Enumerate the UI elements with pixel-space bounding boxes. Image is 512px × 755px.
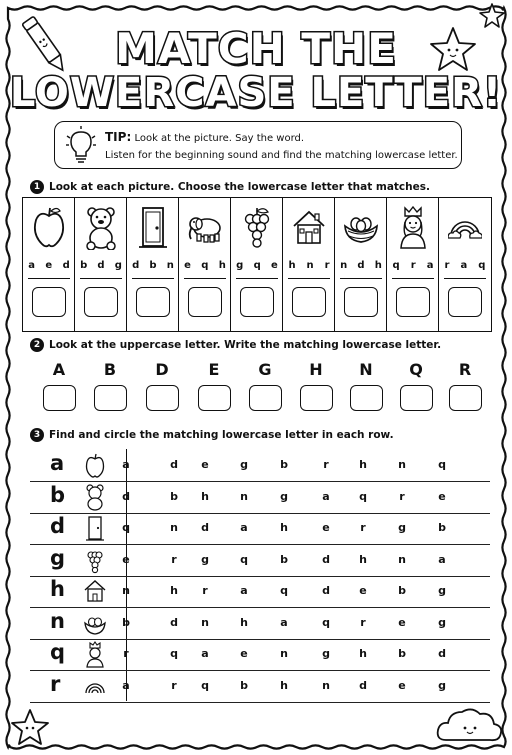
choice-letter[interactable]: q bbox=[322, 615, 330, 629]
answer-box[interactable] bbox=[32, 287, 66, 317]
answer-box[interactable] bbox=[396, 287, 430, 317]
choice-letter[interactable]: d bbox=[322, 584, 330, 597]
circle-row bbox=[30, 449, 490, 482]
section-3-heading bbox=[30, 428, 394, 442]
choice-letter[interactable]: g bbox=[438, 615, 446, 629]
answer-box[interactable] bbox=[240, 287, 274, 317]
uppercase-letter: A bbox=[52, 360, 66, 379]
choice-letter[interactable]: b bbox=[122, 615, 130, 629]
section-3-number: 3 bbox=[30, 428, 44, 442]
choice-letter[interactable]: b bbox=[398, 584, 406, 597]
choice-letter[interactable]: e bbox=[240, 647, 248, 660]
lowercase-answer-box[interactable] bbox=[400, 385, 433, 411]
circle-row bbox=[30, 670, 490, 703]
choice-letter[interactable]: g bbox=[240, 458, 248, 471]
choice-letter[interactable]: r bbox=[171, 678, 177, 692]
tip-line-1 bbox=[105, 130, 304, 144]
choice-letter[interactable]: r bbox=[171, 552, 177, 566]
option-letter[interactable]: a bbox=[426, 260, 434, 271]
circle-row bbox=[30, 607, 490, 640]
choice-letter[interactable]: d bbox=[438, 647, 446, 660]
uppercase-letter: Q bbox=[409, 360, 423, 379]
lowercase-answer-box[interactable] bbox=[198, 385, 231, 411]
choice-letter[interactable]: g bbox=[438, 584, 446, 597]
options-row bbox=[335, 260, 387, 271]
circle-row bbox=[30, 481, 490, 514]
section-3-instruction: Find and circle the matching lowercase letter in each row. bbox=[49, 429, 394, 441]
choice-letter[interactable]: r bbox=[123, 647, 129, 660]
choice-letter[interactable]: n bbox=[170, 521, 178, 534]
tip-label: TIP: bbox=[105, 130, 132, 144]
nest-icon bbox=[344, 206, 378, 250]
choice-letter[interactable]: q bbox=[438, 458, 446, 471]
rainbow-icon bbox=[84, 673, 106, 700]
uppercase-letter: R bbox=[458, 360, 472, 379]
choice-letter[interactable]: d bbox=[359, 678, 367, 692]
choice-letter[interactable]: e bbox=[398, 678, 406, 692]
choice-letter[interactable]: a bbox=[240, 584, 248, 597]
uppercase-letter: E bbox=[208, 360, 220, 379]
house-icon bbox=[84, 578, 106, 605]
options-row bbox=[23, 260, 75, 271]
section-2-number: 2 bbox=[30, 338, 44, 352]
choice-letter[interactable]: g bbox=[280, 489, 288, 503]
option-letter[interactable]: b bbox=[80, 260, 88, 271]
choice-letter[interactable]: b bbox=[280, 458, 288, 471]
picture-cell-nest bbox=[335, 198, 387, 331]
choice-letter[interactable]: e bbox=[122, 552, 130, 566]
apple-icon bbox=[84, 452, 106, 479]
option-letter[interactable]: h bbox=[218, 260, 226, 271]
tip-box bbox=[54, 121, 462, 169]
row-target-letter: d bbox=[50, 514, 66, 538]
lowercase-answer-box[interactable] bbox=[350, 385, 383, 411]
choice-letter[interactable]: n bbox=[201, 615, 209, 629]
option-letter[interactable]: n bbox=[306, 260, 314, 271]
divider bbox=[28, 278, 70, 279]
tip-line-2: Listen for the beginning sound and find the matching lowercase letter. bbox=[105, 150, 458, 161]
choice-letter[interactable]: n bbox=[398, 552, 406, 566]
row-target-letter: g bbox=[50, 545, 66, 570]
choice-letter[interactable]: r bbox=[202, 584, 208, 597]
option-letter[interactable]: d bbox=[97, 260, 105, 271]
divider bbox=[236, 278, 278, 279]
options-row bbox=[75, 260, 127, 271]
rainbow-icon bbox=[448, 206, 482, 250]
queen-icon bbox=[84, 641, 106, 668]
section-1-number: 1 bbox=[30, 180, 44, 194]
lowercase-answer-box[interactable] bbox=[300, 385, 333, 411]
choice-letter[interactable]: b bbox=[170, 489, 178, 503]
options-row bbox=[387, 260, 439, 271]
option-letter[interactable]: h bbox=[288, 260, 296, 271]
choice-letter[interactable]: e bbox=[359, 584, 367, 597]
section-2-instruction: Look at the uppercase letter. Write the matching lowercase letter. bbox=[49, 339, 442, 351]
option-letter[interactable]: g bbox=[114, 260, 122, 271]
choice-letter[interactable]: d bbox=[201, 521, 209, 534]
house-icon bbox=[292, 206, 326, 250]
choice-letter[interactable]: h bbox=[170, 584, 178, 597]
option-letter[interactable]: q bbox=[253, 260, 261, 271]
choice-letter[interactable]: h bbox=[280, 521, 288, 534]
choice-letter[interactable]: b bbox=[240, 678, 248, 692]
choice-letter[interactable]: g bbox=[438, 678, 446, 692]
choice-letter[interactable]: a bbox=[122, 458, 130, 471]
title-line-2: LOWERCASE LETTER! bbox=[9, 70, 503, 116]
option-letter[interactable]: r bbox=[324, 260, 330, 271]
picture-matching-grid bbox=[22, 197, 492, 332]
elephant-icon bbox=[188, 206, 222, 250]
choice-letter[interactable]: q bbox=[359, 489, 367, 503]
choice-letter[interactable]: r bbox=[323, 458, 329, 471]
uppercase-letter: G bbox=[258, 360, 272, 379]
choice-letter[interactable]: r bbox=[399, 489, 405, 503]
lightbulb-icon bbox=[65, 126, 97, 164]
picture-cell-door bbox=[127, 198, 179, 331]
choice-letter[interactable]: e bbox=[322, 521, 330, 534]
section-1-instruction: Look at each picture. Choose the lowercase letter that matches. bbox=[49, 181, 430, 193]
row-target-letter: n bbox=[50, 608, 65, 633]
nest-icon bbox=[84, 610, 106, 637]
circle-row bbox=[30, 512, 490, 545]
uppercase-letter: N bbox=[359, 360, 373, 379]
picture-cell-house bbox=[283, 198, 335, 331]
uppercase-letter: B bbox=[103, 360, 117, 379]
grapes-icon bbox=[240, 206, 274, 250]
choice-letter[interactable]: h bbox=[359, 552, 367, 566]
choice-letter[interactable]: b bbox=[280, 552, 288, 566]
options-row bbox=[283, 260, 335, 271]
options-row bbox=[439, 260, 491, 271]
lowercase-answer-box[interactable] bbox=[249, 385, 282, 411]
choice-letter[interactable]: d bbox=[170, 458, 178, 471]
answer-box[interactable] bbox=[344, 287, 378, 317]
divider bbox=[132, 278, 174, 279]
teddy-bear-icon bbox=[84, 484, 106, 511]
cloud-icon bbox=[438, 709, 501, 740]
choice-letter[interactable]: n bbox=[398, 458, 406, 471]
option-letter[interactable]: d bbox=[132, 260, 140, 271]
option-letter[interactable]: e bbox=[271, 260, 278, 271]
section-2-heading bbox=[30, 338, 441, 352]
tip-text-1: Look at the picture. Say the word. bbox=[134, 133, 305, 144]
row-target-letter: q bbox=[50, 640, 66, 664]
options-row bbox=[179, 260, 231, 271]
bottom-star-icon bbox=[12, 710, 48, 744]
divider bbox=[184, 278, 226, 279]
option-letter[interactable]: q bbox=[478, 260, 486, 271]
choice-letter[interactable]: b bbox=[438, 521, 446, 534]
choice-letter[interactable]: n bbox=[122, 584, 130, 597]
uppercase-letter: H bbox=[309, 360, 323, 379]
circle-row bbox=[30, 544, 490, 577]
section-1-heading bbox=[30, 180, 430, 194]
choice-letter[interactable]: q bbox=[122, 521, 130, 534]
answer-box[interactable] bbox=[188, 287, 222, 317]
option-letter[interactable]: n bbox=[340, 260, 348, 271]
divider bbox=[288, 278, 330, 279]
divider bbox=[80, 278, 122, 279]
option-letter[interactable]: q bbox=[392, 260, 400, 271]
circle-row bbox=[30, 638, 490, 671]
option-letter[interactable]: d bbox=[357, 260, 365, 271]
choice-letter[interactable]: q bbox=[280, 584, 288, 597]
option-letter[interactable]: e bbox=[45, 260, 53, 271]
choice-letter[interactable]: e bbox=[201, 458, 209, 471]
row-target-letter: b bbox=[50, 482, 66, 507]
choice-letter[interactable]: a bbox=[322, 489, 330, 503]
picture-cell-apple bbox=[23, 198, 75, 331]
row-target-letter: a bbox=[50, 451, 65, 475]
choice-letter[interactable]: a bbox=[201, 647, 209, 660]
uppercase-letter: D bbox=[155, 360, 169, 379]
option-letter[interactable]: a bbox=[460, 260, 468, 271]
divider bbox=[392, 278, 434, 279]
picture-cell-rainbow bbox=[439, 198, 491, 331]
option-letter[interactable]: r bbox=[444, 260, 450, 271]
choice-letter[interactable]: e bbox=[398, 615, 406, 629]
row-target-letter: r bbox=[50, 671, 61, 696]
answer-box[interactable] bbox=[84, 287, 118, 317]
choice-letter[interactable]: h bbox=[240, 615, 248, 629]
choice-letter[interactable]: n bbox=[322, 678, 330, 692]
option-letter[interactable]: b bbox=[149, 260, 157, 271]
choice-letter[interactable]: q bbox=[201, 678, 209, 692]
answer-box[interactable] bbox=[448, 287, 482, 317]
choice-letter[interactable]: n bbox=[280, 647, 288, 660]
options-row bbox=[127, 260, 179, 271]
teddy-bear-icon bbox=[84, 206, 118, 250]
choice-letter[interactable]: d bbox=[122, 489, 130, 503]
option-letter[interactable]: a bbox=[28, 260, 35, 271]
option-letter[interactable]: d bbox=[62, 260, 70, 271]
choice-letter[interactable]: d bbox=[322, 552, 330, 566]
choice-letter[interactable]: a bbox=[240, 521, 248, 534]
picture-cell-bear bbox=[75, 198, 127, 331]
lowercase-answer-box[interactable] bbox=[94, 385, 127, 411]
divider bbox=[444, 278, 486, 279]
choice-letter[interactable]: h bbox=[359, 458, 367, 471]
choice-letter[interactable]: g bbox=[201, 552, 209, 566]
lowercase-answer-box[interactable] bbox=[146, 385, 179, 411]
option-letter[interactable]: r bbox=[410, 260, 416, 271]
choice-letter[interactable]: a bbox=[280, 615, 288, 629]
lowercase-answer-box[interactable] bbox=[449, 385, 482, 411]
queen-icon bbox=[396, 206, 430, 250]
option-letter[interactable]: q bbox=[201, 260, 209, 271]
circle-row bbox=[30, 575, 490, 608]
grapes-icon bbox=[84, 547, 106, 574]
option-letter[interactable]: e bbox=[184, 260, 191, 271]
option-letter[interactable]: h bbox=[374, 260, 382, 271]
picture-cell-grapes bbox=[231, 198, 283, 331]
choice-letter[interactable]: q bbox=[240, 552, 248, 566]
picture-cell-queen bbox=[387, 198, 439, 331]
choice-letter[interactable]: d bbox=[170, 615, 178, 629]
answer-box[interactable] bbox=[136, 287, 170, 317]
choice-letter[interactable]: a bbox=[122, 678, 130, 692]
choice-letter[interactable]: n bbox=[240, 489, 248, 503]
options-row bbox=[231, 260, 283, 271]
divider bbox=[340, 278, 382, 279]
door-icon bbox=[136, 206, 170, 250]
choice-letter[interactable]: b bbox=[398, 647, 406, 660]
choice-letter[interactable]: h bbox=[359, 647, 367, 660]
door-icon bbox=[84, 515, 106, 542]
option-letter[interactable]: g bbox=[236, 260, 244, 271]
row-target-letter: h bbox=[50, 577, 65, 601]
choice-letter[interactable]: h bbox=[280, 678, 288, 692]
title-line-1: MATCH THE bbox=[115, 24, 397, 73]
answer-box[interactable] bbox=[292, 287, 326, 317]
choice-letter[interactable]: g bbox=[398, 521, 406, 534]
choice-letter[interactable]: g bbox=[322, 647, 330, 660]
choice-letter[interactable]: h bbox=[201, 489, 209, 503]
choice-letter[interactable]: e bbox=[438, 489, 446, 503]
choice-letter[interactable]: r bbox=[360, 615, 366, 629]
choice-letter[interactable]: q bbox=[170, 647, 178, 660]
choice-letter[interactable]: a bbox=[438, 552, 446, 566]
apple-icon bbox=[32, 206, 66, 250]
lowercase-answer-box[interactable] bbox=[43, 385, 76, 411]
option-letter[interactable]: n bbox=[166, 260, 174, 271]
picture-cell-elephant bbox=[179, 198, 231, 331]
choice-letter[interactable]: r bbox=[360, 521, 366, 534]
